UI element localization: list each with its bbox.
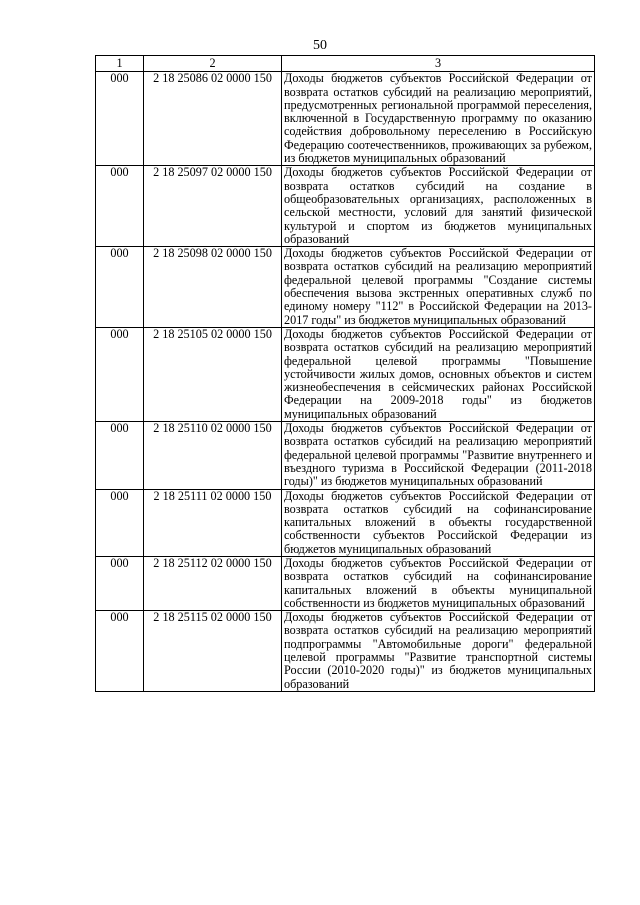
table-header-row	[96, 56, 595, 72]
admin-code-cell: 000	[96, 247, 144, 328]
page-number: 50	[313, 38, 327, 53]
revenue-name-cell: Доходы бюджетов субъектов Российской Федерации от возврата остатков субсидий на реализацию мероприятий подпрограммы "Автомобильные дороги" федеральной целевой программы "Развитие транспортной системы России (2010-2020 годы)" из бюджетов муниципальных образований	[282, 611, 595, 692]
table-row	[96, 611, 595, 692]
revenue-name-cell: Доходы бюджетов субъектов Российской Федерации от возврата остатков субсидий на софинансирование капитальных вложений в объекты государственной собственности субъектов Российской Федерации из бюджетов муниципальных образований	[282, 489, 595, 556]
admin-code-cell: 000	[96, 422, 144, 489]
budget-code-cell: 2 18 25112 02 0000 150	[144, 556, 282, 610]
revenue-name-cell: Доходы бюджетов субъектов Российской Федерации от возврата остатков субсидий на реализацию мероприятий федеральной целевой программы "Развитие внутреннего и въездного туризма в Российской Федерации (2011-2018 годы)" из бюджетов муниципальных образований	[282, 422, 595, 489]
revenue-name-cell: Доходы бюджетов субъектов Российской Федерации от возврата остатков субсидий на реализацию мероприятий, предусмотренных региональной программой переселения, включенной в Государственную программу по оказанию содействия добровольному переселению в Российскую Федерацию соотечественников, проживающих за рубежом, из бюджетов муниципальных образований	[282, 72, 595, 166]
budget-code-cell: 2 18 25110 02 0000 150	[144, 422, 282, 489]
budget-revenue-table	[95, 55, 595, 692]
table-row	[96, 489, 595, 556]
column-header-3: 3	[282, 56, 595, 72]
budget-code-cell: 2 18 25111 02 0000 150	[144, 489, 282, 556]
budget-code-cell: 2 18 25097 02 0000 150	[144, 166, 282, 247]
budget-code-cell: 2 18 25115 02 0000 150	[144, 611, 282, 692]
budget-code-cell: 2 18 25098 02 0000 150	[144, 247, 282, 328]
revenue-name-cell: Доходы бюджетов субъектов Российской Федерации от возврата остатков субсидий на создание в общеобразовательных организациях, расположенных в сельской местности, условий для занятий физической культурой и спортом из бюджетов муниципальных образований	[282, 166, 595, 247]
table-row	[96, 556, 595, 610]
table-row	[96, 72, 595, 166]
budget-code-cell: 2 18 25105 02 0000 150	[144, 327, 282, 421]
table-row	[96, 327, 595, 421]
budget-code-cell: 2 18 25086 02 0000 150	[144, 72, 282, 166]
admin-code-cell: 000	[96, 327, 144, 421]
revenue-name-cell: Доходы бюджетов субъектов Российской Федерации от возврата остатков субсидий на софинансирование капитальных вложений в объекты муниципальной собственности из бюджетов муниципальных образований	[282, 556, 595, 610]
revenue-name-cell: Доходы бюджетов субъектов Российской Федерации от возврата остатков субсидий на реализацию мероприятий федеральной целевой программы "Создание системы обеспечения вызова экстренных оперативных служб по единому номеру "112" в Российской Федерации на 2013-2017 годы" из бюджетов муниципальных образований	[282, 247, 595, 328]
table-row	[96, 422, 595, 489]
column-header-1: 1	[96, 56, 144, 72]
admin-code-cell: 000	[96, 611, 144, 692]
admin-code-cell: 000	[96, 72, 144, 166]
table-row	[96, 166, 595, 247]
admin-code-cell: 000	[96, 166, 144, 247]
revenue-name-cell: Доходы бюджетов субъектов Российской Федерации от возврата остатков субсидий на реализацию мероприятий федеральной целевой программы "Повышение устойчивости жилых домов, основных объектов и систем жизнеобеспечения в сейсмических районах Российской Федерации на 2009-2018 годы" из бюджетов муниципальных образований	[282, 327, 595, 421]
column-header-2: 2	[144, 56, 282, 72]
admin-code-cell: 000	[96, 556, 144, 610]
admin-code-cell: 000	[96, 489, 144, 556]
table-row	[96, 247, 595, 328]
